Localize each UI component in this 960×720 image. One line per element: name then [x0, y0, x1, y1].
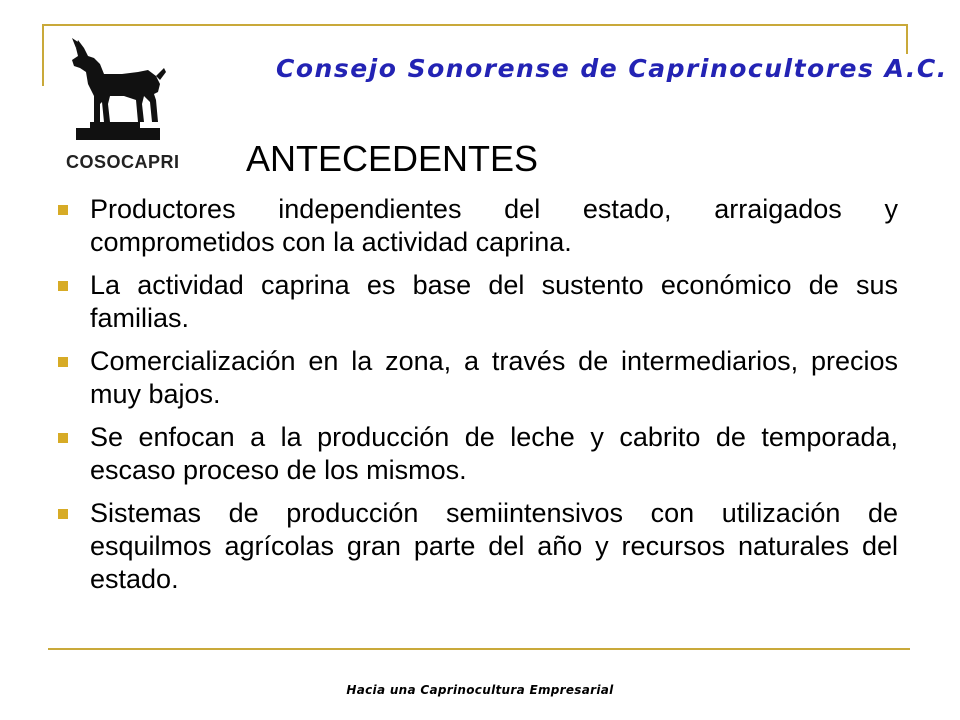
frame-top-line	[42, 24, 908, 26]
goat-icon	[64, 34, 174, 144]
org-title: Consejo Sonorense de Caprinocultores A.C.	[276, 54, 948, 83]
bullet-item	[56, 497, 898, 596]
bullet-marker-icon	[58, 433, 68, 443]
bullet-item	[56, 269, 898, 335]
frame-right-line	[906, 24, 908, 54]
bullet-marker-icon	[58, 205, 68, 215]
bullet-item	[56, 193, 898, 259]
logo	[60, 34, 190, 174]
bullet-list	[56, 193, 898, 606]
frame-left-line	[42, 24, 44, 86]
bullet-marker-icon	[58, 509, 68, 519]
bullet-text: Comercialización en la zona, a través de intermediarios, precios muy bajos.	[90, 346, 898, 409]
bullet-text: La actividad caprina es base del sustento económico de sus familias.	[90, 270, 898, 333]
section-title: ANTECEDENTES	[246, 138, 539, 179]
frame-bottom-line	[48, 648, 910, 650]
bullet-text: Sistemas de producción semiintensivos con utilización de esquilmos agrícolas gran parte del año y recursos naturales del estado.	[90, 498, 898, 594]
bullet-marker-icon	[58, 281, 68, 291]
bullet-text: Productores independientes del estado, arraigados y comprometidos con la actividad caprina.	[90, 194, 898, 257]
bullet-item	[56, 421, 898, 487]
bullet-marker-icon	[58, 357, 68, 367]
bullet-text: Se enfocan a la producción de leche y cabrito de temporada, escaso proceso de los mismos.	[90, 422, 898, 485]
bullet-item	[56, 345, 898, 411]
footer-text: Hacia una Caprinocultura Empresarial	[346, 683, 614, 697]
logo-text: COSOCAPRI	[66, 152, 180, 172]
